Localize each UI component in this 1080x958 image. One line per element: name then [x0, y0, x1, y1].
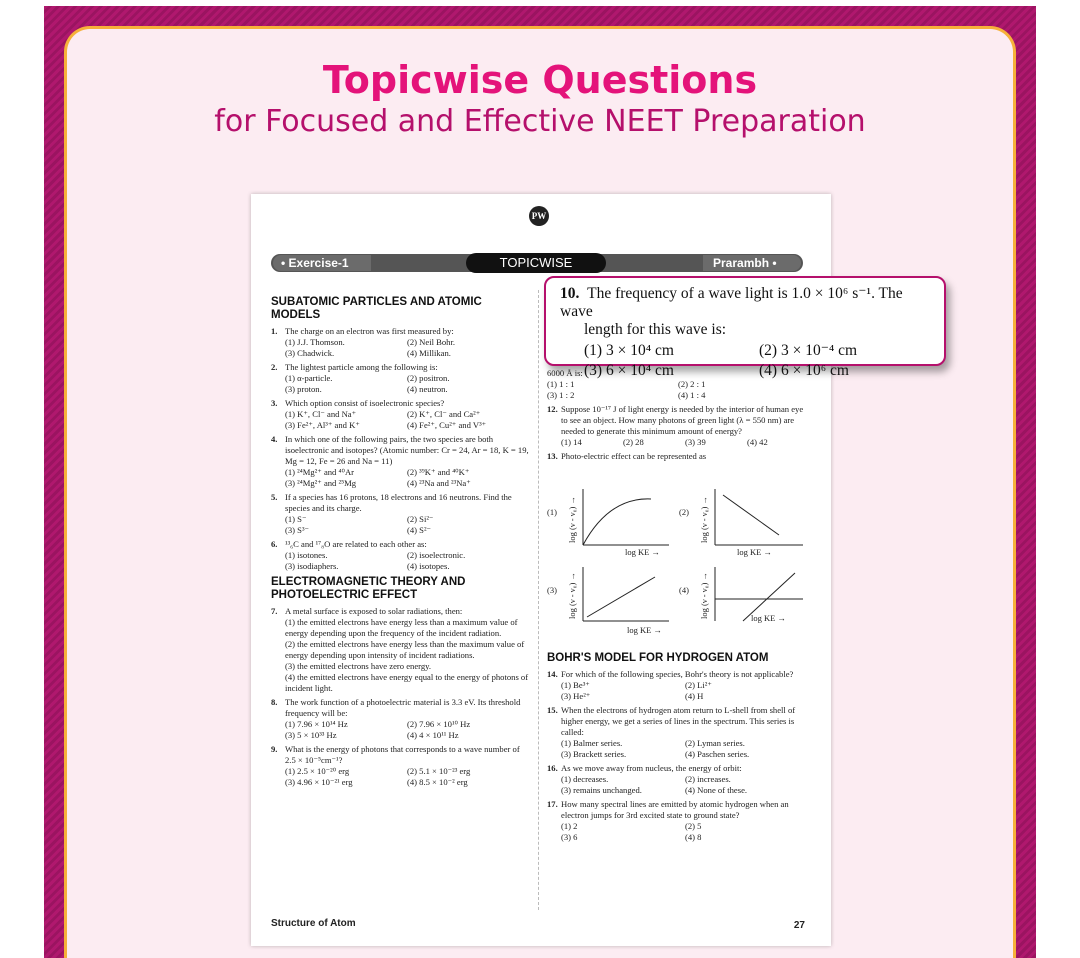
partial-question-text: 6000 Å is: [547, 368, 583, 378]
callout-line-1: The frequency of a wave light is 1.0 × 10⁶ s⁻¹. The wave [560, 285, 903, 320]
question-7: 7. A metal surface is exposed to solar radiations, then: (1) the emitted electrons have energy less than a maximum value of energy depending upon the frequency of the incident radiation. (2) the emitted electrons have energy less than the maximum value of energy depending upon intensity of incident radiations. (3) the emitted electrons have zero energy. (4) the emitted electrons have energy equal to the energy of photons of incident light. [271, 606, 529, 693]
graph-xlabel-1: log KE → [625, 547, 660, 557]
graph-3-line [587, 577, 655, 617]
chapter-footer: Structure of Atom [271, 918, 356, 929]
question-12: 12. Suppose 10⁻¹⁷ J of light energy is needed by the interior of human eye to see an object. How many photons of green light (λ = 550 nm) are needed to generate this minimum amount of energy? (1) 14 (2) 28 (3) 39 (4) 42 [547, 404, 804, 447]
question-16: 16. As we move away from nucleus, the energy of orbit: (1) decreases. (2) increases. (3) remains unchanged. (4) None of these. [547, 763, 748, 795]
band-exercise-label: • Exercise-1 [273, 255, 371, 271]
page-subtitle: for Focused and Effective NEET Preparation [214, 104, 866, 139]
question-5: 5. If a species has 16 protons, 18 electrons and 16 neutrons. Find the species and its charge. (1) S⁻ (2) Si²⁻ (3) S³⁻ (4) S²⁻ [271, 492, 512, 535]
graph-xlabel-2: log KE → [737, 547, 772, 557]
right-column [547, 368, 809, 846]
page-number: 27 [793, 920, 805, 931]
callout-option-1: (1) 3 × 10⁴ cm [584, 342, 674, 359]
band-prarambh-label: Prarambh • [703, 255, 801, 271]
left-column [271, 292, 529, 791]
question-2: 2. The lightest particle among the following is: (1) α-particle. (2) positron. (3) proton. (4) neutron. [271, 362, 450, 394]
photoelectric-graphs [547, 469, 809, 639]
graph-label-4: (4) [679, 585, 689, 595]
pw-logo: PW [529, 206, 549, 226]
graph-ylabel-3: log (ν - ν₀) → [567, 571, 577, 619]
graph-1-curve [583, 499, 651, 545]
question-13: 13. Photo-electric effect can be represented as [547, 451, 707, 461]
graph-2-line [723, 495, 779, 535]
callout-option-3: (3) 6 × 10⁴ cm [584, 362, 674, 379]
question-4: 4. In which one of the following pairs, the two species are both isoelectronic and isotopes? (Atomic number: Cr = 24, Ar = 18, K = 19, Mg = 12, Fe = 26 and Na = 11) (1) ²⁴Mg²⁺ and ⁴⁰Ar (2) ³⁹K⁺ and ⁴⁰K⁺ (3) ²⁴Mg²⁺ and ²⁵Mg (4) ²³Na and ²³Na⁺ [271, 434, 529, 488]
callout-number: 10. [560, 285, 580, 302]
column-divider [538, 290, 539, 910]
question-6: 6. ¹³₆C and ¹⁷₈O are related to each other as: (1) isotones. (2) isoelectronic. (3) isodiaphers. (4) isotopes. [271, 539, 466, 571]
question-15: 15. When the electrons of hydrogen atom return to L-shell from shell of higher energy, we get a series of lines in the spectrum. This series is called: (1) Balmer series. (2) Lyman series. (3) Brackett series. (4) Paschen series. [547, 705, 796, 759]
question-11-options: (1) 1 : 1 (2) 2 : 1 (3) 1 : 2 (4) 1 : 4 [547, 379, 706, 400]
callout-options [560, 341, 934, 381]
page-title: Topicwise Questions [322, 58, 758, 102]
question-14: 14. For which of the following species, Bohr's theory is not applicable? (1) Be³⁺ (2) Li²⁺ (3) He²⁺ (4) H [547, 669, 794, 701]
section-heading: BOHR'S MODEL FOR HYDROGEN ATOM [547, 652, 769, 664]
section-heading: ELECTROMAGNETIC THEORY AND PHOTOELECTRIC EFFECT [271, 576, 466, 601]
question-17: 17. How many spectral lines are emitted by atomic hydrogen when an electron jumps for 3rd excited state to ground state? (1) 2 (2) 5 (3) 6 (4) 8 [547, 799, 789, 842]
callout-line-2: length for this wave is: [584, 321, 727, 338]
graph-xlabel-3: log KE → [627, 625, 662, 635]
graph-ylabel-2: log (ν - ν₀) → [699, 495, 709, 543]
question-1: 1. The charge on an electron was first measured by: (1) J.J. Thomson. (2) Neil Bohr. (3) Chadwick. (4) Millikan. [271, 326, 455, 358]
graph-label-3: (3) [547, 585, 557, 595]
callout-option-4: (4) 6 × 10⁶ cm [759, 362, 849, 379]
graph-label-2: (2) [679, 507, 689, 517]
question-3: 3. Which option consist of isoelectronic species? (1) K⁺, Cl⁻ and Na⁺ (2) K⁺, Cl⁻ and Ca²⁺ (3) Fe²⁺, Al³⁺ and K⁺ (4) Fe²⁺, Cu²⁺ and V³⁺ [271, 398, 487, 430]
question-9: 9. What is the energy of photons that corresponds to a wave number of 2.5 × 10⁻⁵cm⁻¹? (1) 2.5 × 10⁻²⁰ erg (2) 5.1 × 10⁻²³ erg (3) 4.96 × 10⁻²¹ erg (4) 8.5 × 10⁻² erg [271, 744, 520, 787]
section-heading: SUBATOMIC PARTICLES AND ATOMIC MODELS [271, 296, 482, 321]
graph-xlabel-4: log KE → [751, 613, 786, 623]
graph-label-1: (1) [547, 507, 557, 517]
graph-ylabel-1: log (ν - ν₀) → [567, 495, 577, 543]
callout-option-2: (2) 3 × 10⁻⁴ cm [759, 342, 858, 359]
graph-ylabel-4: log (ν - ν₀) → [699, 571, 709, 619]
question-8: 8. The work function of a photoelectric material is 3.3 eV. Its threshold frequency will be: (1) 7.96 × 10¹⁴ Hz (2) 7.96 × 10¹⁰ Hz (3) 5 × 10³³ Hz (4) 4 × 10¹¹ Hz [271, 697, 521, 740]
band-topicwise-label: TOPICWISE [466, 253, 606, 273]
